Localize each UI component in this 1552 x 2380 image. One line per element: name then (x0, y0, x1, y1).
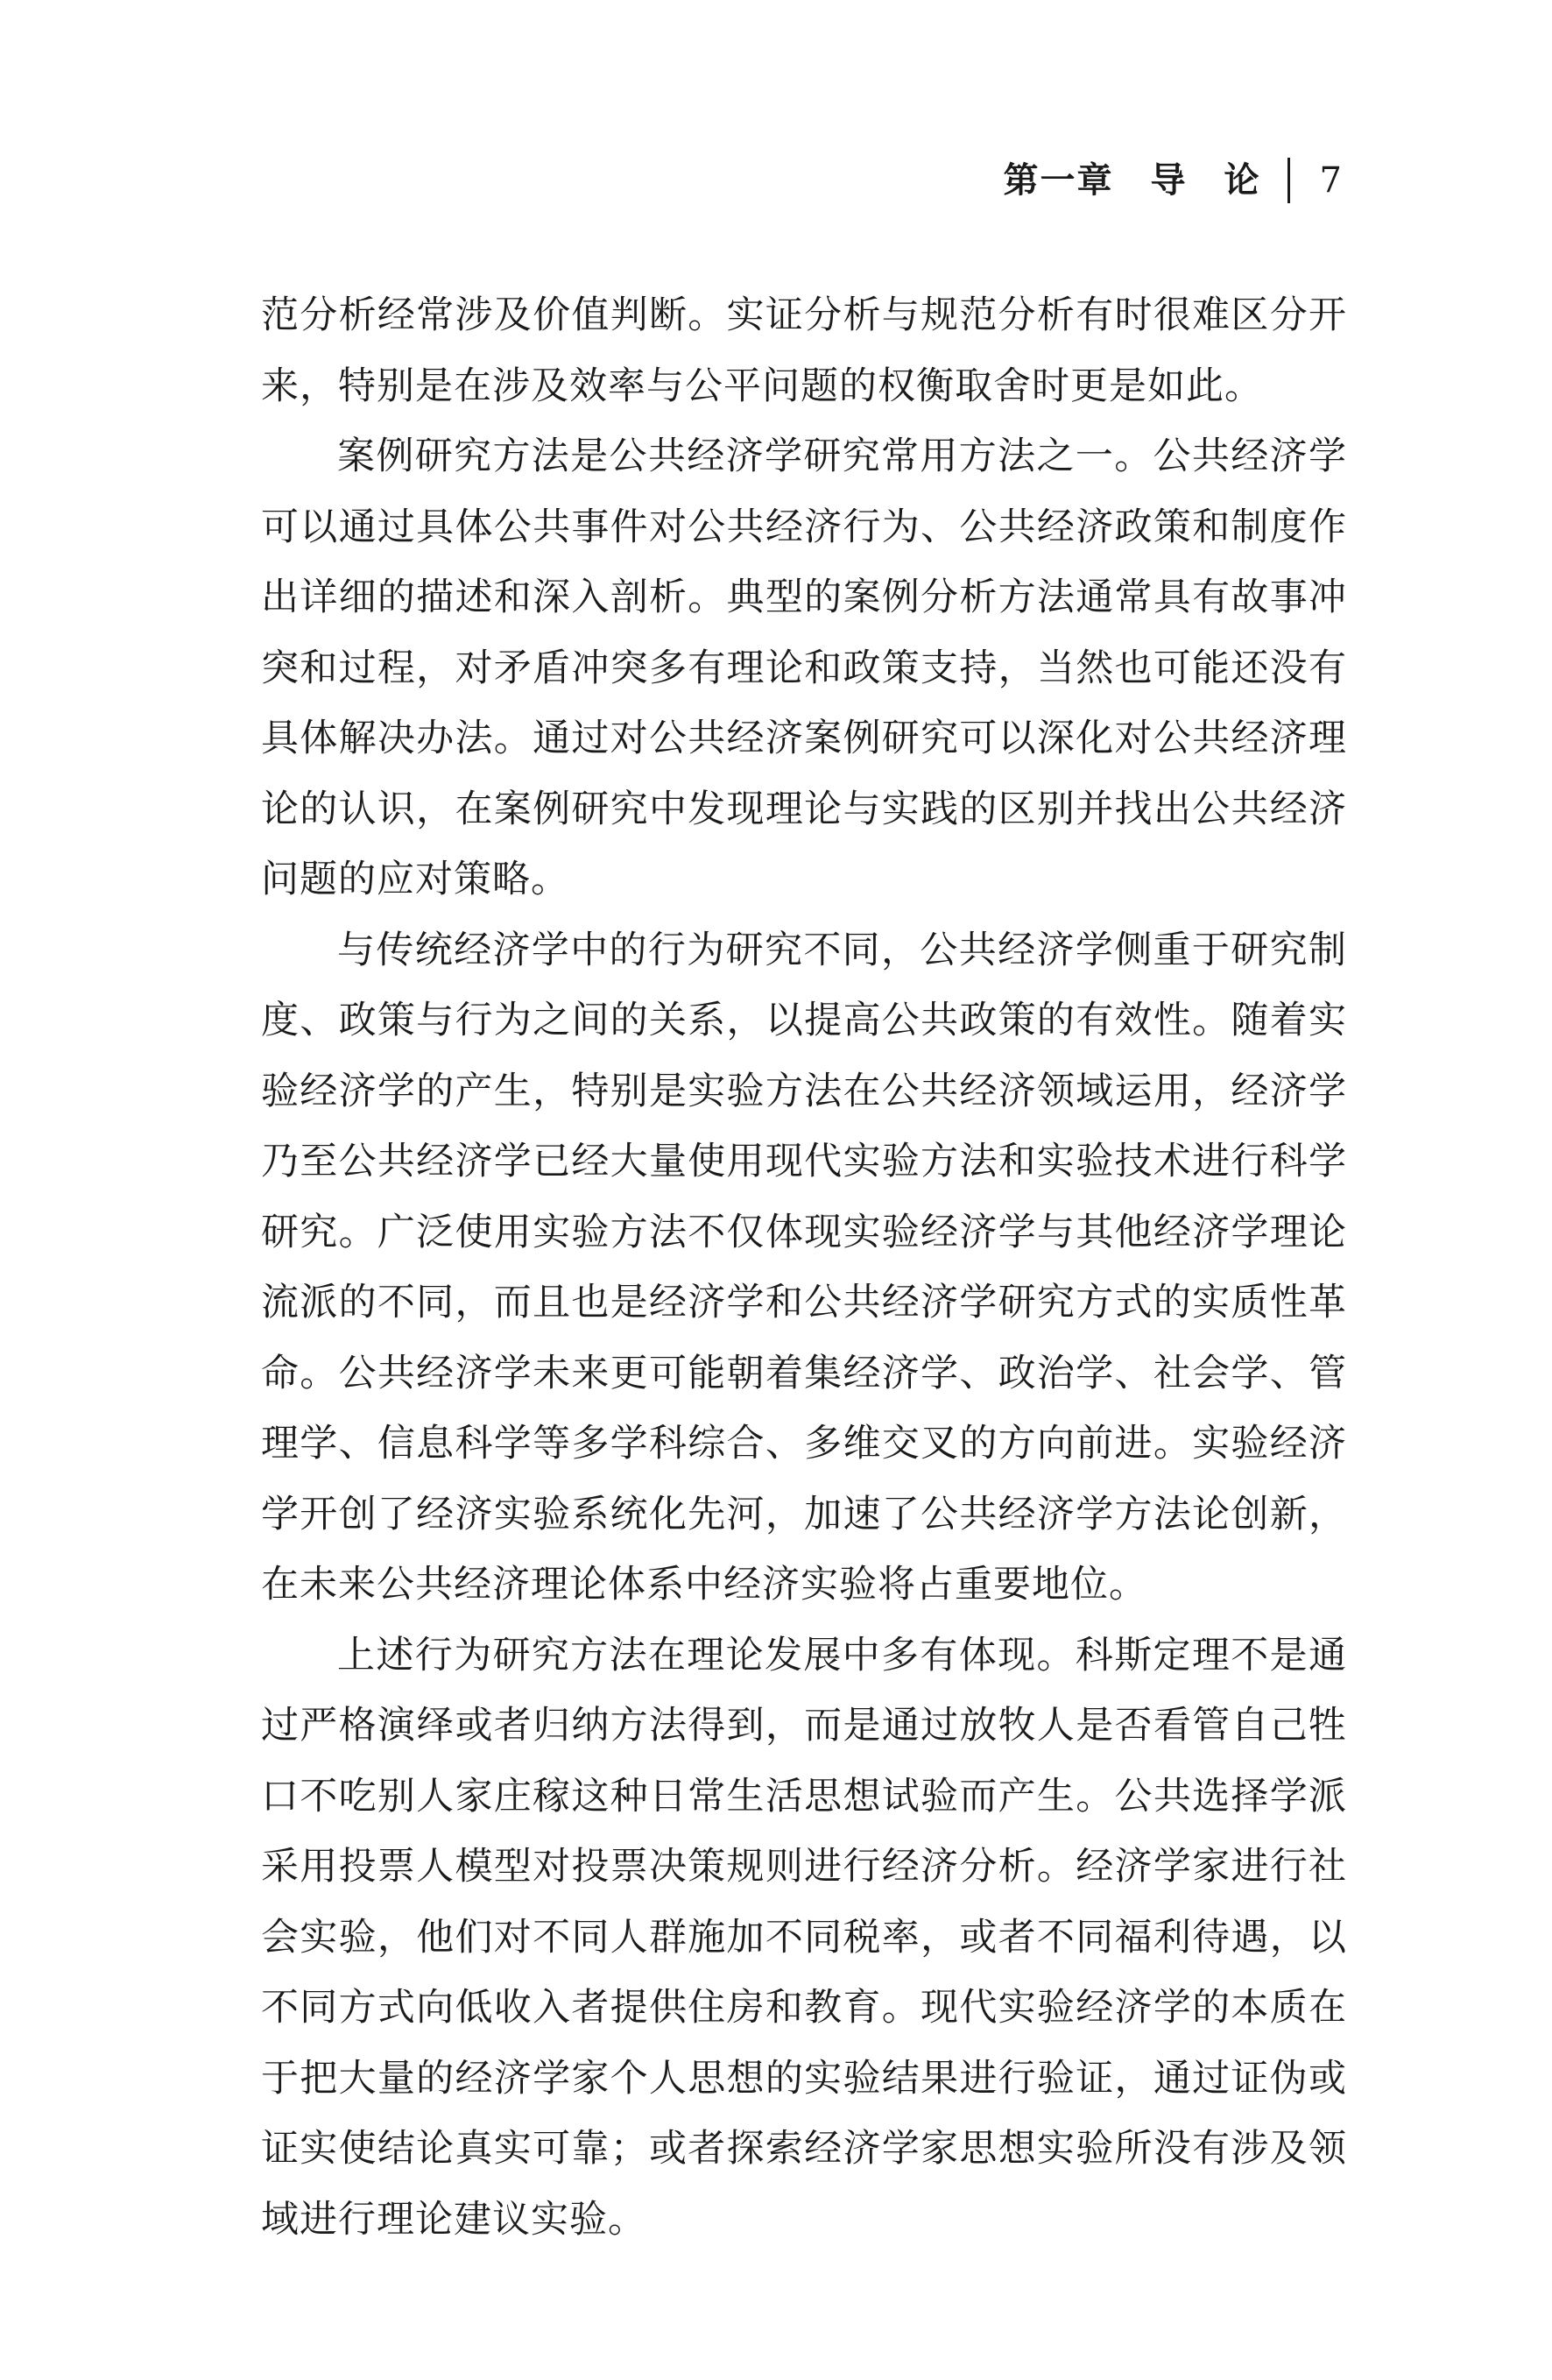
paragraph-4: 上述行为研究方法在理论发展中多有体现。科斯定理不是通过严格演绎或者归纳方法得到，而是通过放牧人是否看管自己牲口不吃别人家庄稼这种日常生活思想试验而产生。公共选择学派采用投票人模型对投票决策规则进行经济分析。经济学家进行社会实验，他们对不同人群施加不同税率，或者不同福利待遇，以不同方式向低收入者提供住房和教育。现代实验经济学的本质在于把大量的经济学家个人思想的实验结果进行验证，通过证伪或证实使结论真实可靠；或者探索经济学家思想实验所没有涉及领域进行理论建议实验。 (261, 1633, 1347, 2242)
paragraph-3: 与传统经济学中的行为研究不同，公共经济学侧重于研究制度、政策与行为之间的关系，以提高公共政策的有效性。随着实验经济学的产生，特别是实验方法在公共经济领域运用，经济学乃至公共经济学已经大量使用现代实验方法和实验技术进行科学研究。广泛使用实验方法不仅体现实验经济学与其他经济学理论流派的不同，而且也是经济学和公共经济学研究方式的实质性革命。公共经济学未来更可能朝着集经济学、政治学、社会学、管理学、信息科学等多学科综合、多维交叉的方向前进。实验经济学开创了经济实验系统化先河，加速了公共经济学方法论创新，在未来公共经济理论体系中经济实验将占重要地位。 (261, 928, 1347, 1607)
paragraph-2: 案例研究方法是公共经济学研究常用方法之一。公共经济学可以通过具体公共事件对公共经济行为、公共经济政策和制度作出详细的描述和深入剖析。典型的案例分析方法通常具有故事冲突和过程，对矛盾冲突多有理论和政策支持，当然也可能还没有具体解决办法。通过对公共经济案例研究可以深化对公共经济理论的认识，在案例研究中发现理论与实践的区别并找出公共经济问题的应对策略。 (261, 434, 1347, 901)
chapter-title: 第一章 导 论 (1003, 159, 1261, 201)
page-number: 7 (1319, 160, 1342, 201)
paragraph-1: 范分析经常涉及价值判断。实证分析与规范分析有时很难区分开来，特别是在涉及效率与公平问题的权衡取舍时更是如此。 (261, 293, 1347, 408)
header-divider (1287, 158, 1290, 203)
body-text (261, 280, 1347, 2255)
running-header (1004, 156, 1342, 205)
